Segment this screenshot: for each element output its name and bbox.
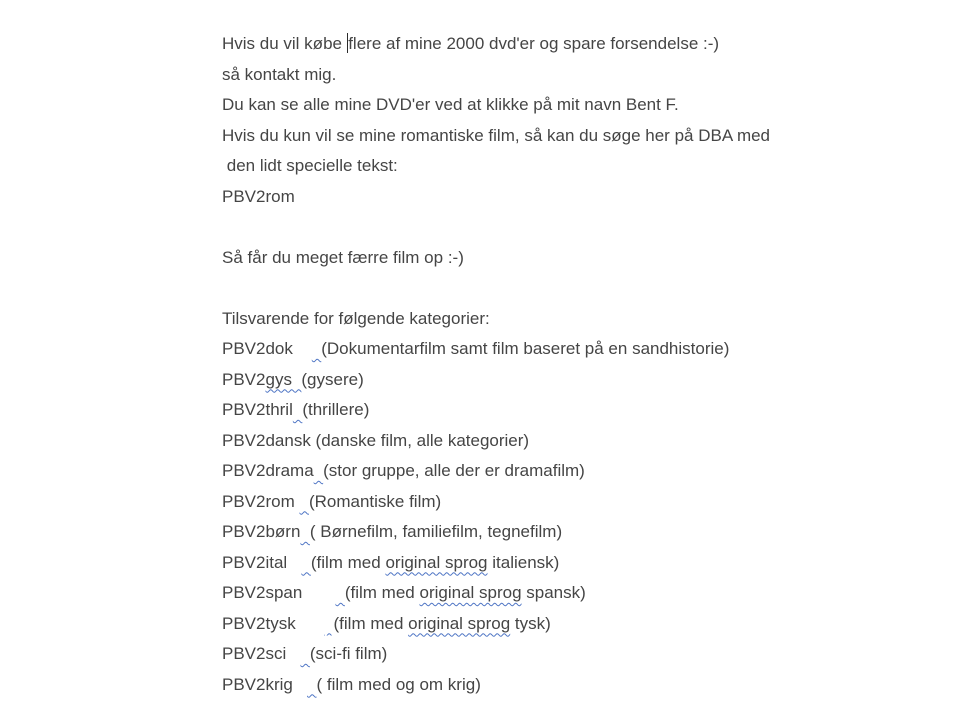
text-line[interactable] <box>222 243 822 274</box>
text-segment: (gysere) <box>301 369 364 389</box>
text-segment: PBV2ital <box>222 552 302 572</box>
text-line[interactable] <box>222 151 822 182</box>
text-segment: PBV2drama <box>222 461 314 480</box>
text-line[interactable] <box>222 121 822 152</box>
text-segment: Så får du meget færre film op :-) <box>222 247 464 267</box>
text-line[interactable] <box>222 365 822 396</box>
text-line[interactable] <box>222 517 822 548</box>
text-line[interactable] <box>222 487 822 518</box>
text-segment: Hvis du kun vil se mine romantiske film, så kan du søge her på DBA med <box>222 125 771 145</box>
spellcheck-squiggle-text <box>301 553 310 572</box>
text-segment: italiensk) <box>487 552 560 572</box>
text-line[interactable] <box>222 639 822 670</box>
spellcheck-squiggle-text: original sprog <box>385 552 488 572</box>
document-text-area[interactable] <box>222 29 822 700</box>
text-segment: (stor gruppe, alle der er dramafilm) <box>323 461 585 480</box>
spellcheck-squiggle-text <box>300 522 309 541</box>
spellcheck-squiggle-text <box>307 675 316 694</box>
text-line[interactable] <box>222 548 822 579</box>
text-segment: PBV2børn <box>222 522 301 541</box>
text-segment: PBV2thril <box>222 400 293 419</box>
text-segment: PBV2tysk <box>222 613 325 633</box>
text-segment: PBV2dok <box>222 339 312 358</box>
text-line[interactable] <box>222 273 822 304</box>
text-segment: flere af mine 2000 dvd'er og spare forsendelse :-) <box>348 34 720 53</box>
text-line[interactable] <box>222 334 822 365</box>
spellcheck-squiggle-text <box>299 492 308 511</box>
text-segment: Tilsvarende for følgende kategorier: <box>222 308 490 328</box>
text-line[interactable] <box>222 90 822 121</box>
text-line[interactable] <box>222 456 822 487</box>
text-segment: PBV2dansk (danske film, alle kategorier) <box>222 430 530 450</box>
text-line[interactable] <box>222 426 822 457</box>
text-segment: så kontakt mig. <box>222 64 337 84</box>
text-segment: Hvis du vil købe <box>222 34 347 53</box>
text-segment: ( film med og om krig) <box>316 674 481 694</box>
spellcheck-squiggle-text: original sprog <box>408 613 511 633</box>
text-line[interactable] <box>222 182 822 213</box>
spellcheck-squiggle-text: original sprog <box>419 583 522 602</box>
text-segment: ( Børnefilm, familiefilm, tegnefilm) <box>309 522 563 541</box>
text-segment: spansk) <box>521 583 586 602</box>
text-segment: tysk) <box>510 613 551 633</box>
text-segment: PBV2sci <box>222 644 301 663</box>
text-segment: PBV2krig <box>222 674 308 694</box>
text-segment: PBV2rom <box>222 186 295 206</box>
text-line[interactable] <box>222 395 822 426</box>
spellcheck-squiggle-text <box>300 644 309 663</box>
text-segment: (thrillere) <box>302 400 370 419</box>
spellcheck-squiggle-text <box>324 614 333 633</box>
text-line[interactable] <box>222 670 822 701</box>
text-line[interactable] <box>222 29 822 60</box>
text-line[interactable] <box>222 578 822 609</box>
text-line[interactable] <box>222 304 822 335</box>
text-segment: PBV2rom <box>222 491 300 511</box>
text-segment: (film med <box>344 583 420 602</box>
text-segment: (Romantiske film) <box>308 491 442 511</box>
spellcheck-squiggle-text: gys <box>265 369 302 389</box>
spellcheck-squiggle-text <box>335 583 344 602</box>
text-segment: Du kan se alle mine DVD'er ved at klikke på mit navn Bent F. <box>222 95 679 114</box>
spellcheck-squiggle-text <box>293 400 302 419</box>
text-segment: PBV2 <box>222 369 266 389</box>
text-segment: (film med <box>310 552 386 572</box>
text-line[interactable] <box>222 609 822 640</box>
text-segment: (Dokumentarfilm samt film baseret på en sandhistorie) <box>321 339 730 358</box>
text-segment: den lidt specielle tekst: <box>222 156 398 175</box>
text-line[interactable] <box>222 60 822 91</box>
spellcheck-squiggle-text <box>314 461 323 480</box>
spellcheck-squiggle-text <box>312 339 321 358</box>
text-segment: PBV2span <box>222 583 336 602</box>
text-line[interactable] <box>222 212 822 243</box>
text-segment: (film med <box>333 613 409 633</box>
text-segment: (sci-fi film) <box>309 644 388 663</box>
